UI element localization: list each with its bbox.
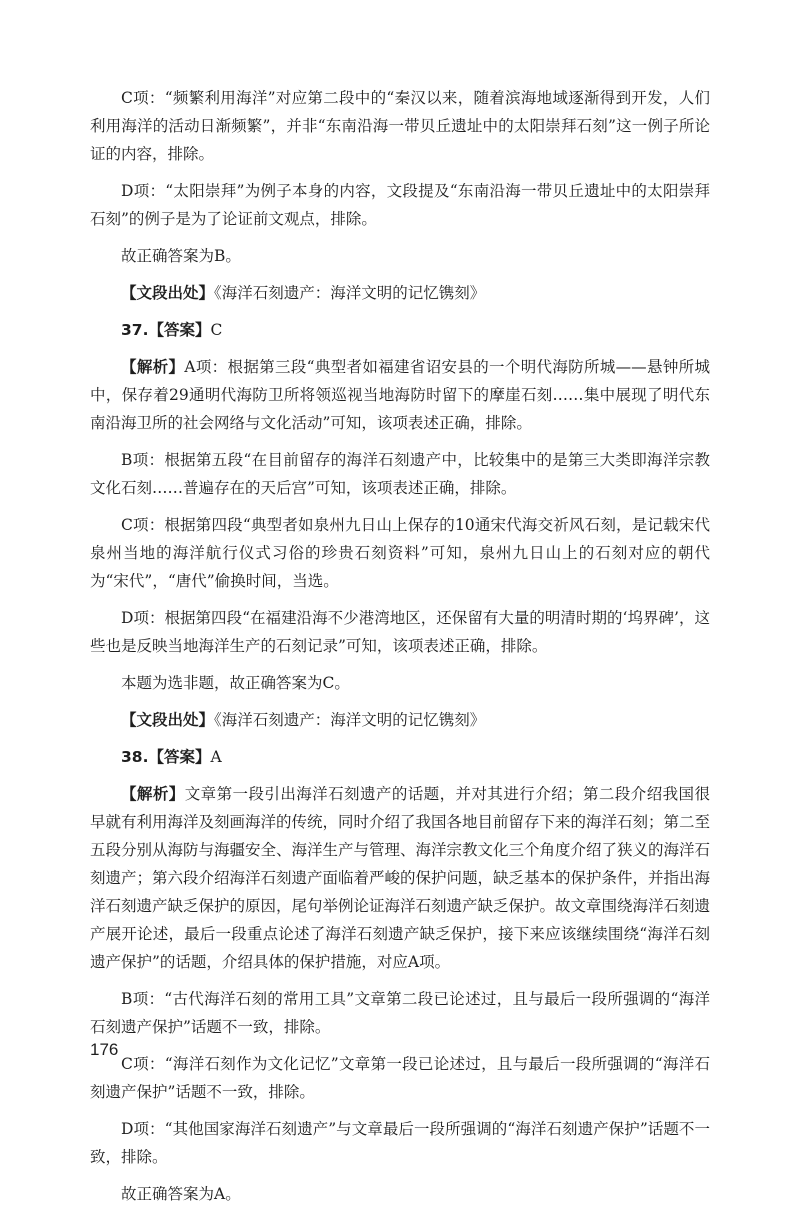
paragraph-c-option: C项：“频繁利用海洋”对应第二段中的“秦汉以来，随着滨海地域逐渐得到开发，人们利用海洋的活动日渐频繁”，并非“东南沿海一带贝丘遗址中的太阳崇拜石刻”这一例子所论证的内容，排除。: [90, 89, 710, 163]
text-column: [90, 84, 710, 1217]
answer-38: 38.【答案】A: [121, 748, 222, 766]
source-line: 【文段出处】《海洋石刻遗产：海洋文明的记忆镌刻》: [121, 284, 486, 302]
analysis-38-c: C项：“海洋石刻作为文化记忆”文章第一段已论述过，且与最后一段所强调的“海洋石刻遗产保护”话题不一致，排除。: [90, 1055, 710, 1101]
analysis-38-b: B项：“古代海洋石刻的常用工具”文章第二段已论述过，且与最后一段所强调的“海洋石刻遗产保护”话题不一致，排除。: [90, 990, 710, 1036]
answer-conclusion-38: 故正确答案为A。: [121, 1185, 241, 1203]
analysis-37-c: C项：根据第四段“典型者如泉州九日山上保存的10通宋代海交祈风石刻，是记载宋代泉州当地的海洋航行仪式习俗的珍贵石刻资料”可知，泉州九日山上的石刻对应的朝代为“宋代”，“唐代”偷换时间，当选。: [90, 516, 710, 590]
analysis-37-b: B项：根据第五段“在目前留存的海洋石刻遗产中，比较集中的是第三大类即海洋宗教文化石刻……普遍存在的天后宫”可知，该项表述正确，排除。: [90, 451, 710, 497]
analysis-38-d: D项：“其他国家海洋石刻遗产”与文章最后一段所强调的“海洋石刻遗产保护”话题不一致，排除。: [90, 1120, 710, 1166]
analysis-37-a: 【解析】A项：根据第三段“典型者如福建省诏安县的一个明代海防所城——悬钟所城中，保存着29通明代海防卫所将领巡视当地海防时留下的摩崖石刻……集中展现了明代东南沿海卫所的社会网络与文化活动”可知，该项表述正确，排除。: [90, 358, 710, 432]
answer-conclusion-37: 本题为选非题，故正确答案为C。: [121, 674, 350, 692]
analysis-38-a: 【解析】文章第一段引出海洋石刻遗产的话题，并对其进行介绍；第二段介绍我国很早就有利用海洋及刻画海洋的传统，同时介绍了我国各地目前留存下来的海洋石刻；第二至五段分别从海防与海疆安全、海洋生产与管理、海洋宗教文化三个角度介绍了狭义的海洋石刻遗产；第六段介绍海洋石刻遗产面临着严峻的保护问题，缺乏基本的保护条件，并指出海洋石刻遗产缺乏保护的原因，尾句举例论证海洋石刻遗产缺乏保护。故文章围绕海洋石刻遗产展开论述，最后一段重点论述了海洋石刻遗产缺乏保护，接下来应该继续围绕“海洋石刻遗产保护”的话题，介绍具体的保护措施，对应A项。: [90, 785, 711, 971]
analysis-37-d: D项：根据第四段“在福建沿海不少港湾地区，还保留有大量的明清时期的‘坞界碑’，这些也是反映当地海洋生产的石刻记录”可知，该项表述正确，排除。: [90, 609, 710, 655]
page-number: 176: [90, 1040, 119, 1059]
source-line-37: 【文段出处】《海洋石刻遗产：海洋文明的记忆镌刻》: [121, 711, 486, 729]
answer-37: 37.【答案】C: [121, 321, 223, 339]
answer-conclusion: 故正确答案为B。: [121, 247, 241, 265]
paragraph-d-option: D项：“太阳崇拜”为例子本身的内容，文段提及“东南沿海一带贝丘遗址中的太阳崇拜石刻”的例子是为了论证前文观点，排除。: [90, 182, 710, 228]
